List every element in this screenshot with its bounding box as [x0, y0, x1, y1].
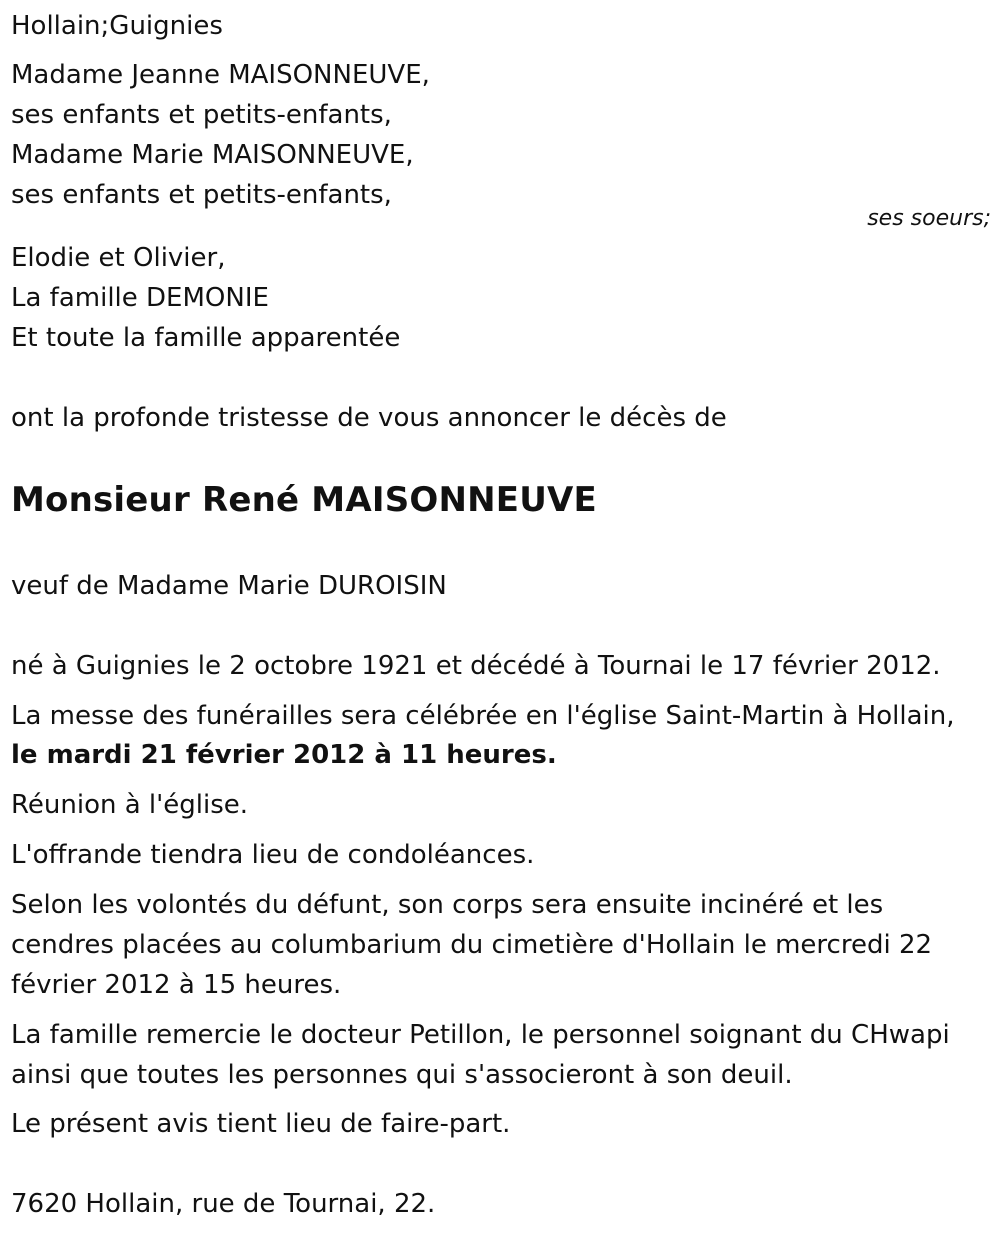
announcement-text: ont la profonde tristesse de vous annoncer le décès de: [11, 403, 727, 433]
family-member-line: ses enfants et petits-enfants,: [11, 180, 392, 210]
sisters-note: ses soeurs;: [867, 206, 991, 231]
notice-role-text: Le présent avis tient lieu de faire-part.: [11, 1109, 511, 1139]
thanks-text-line: La famille remercie le docteur Petillon, le personnel soignant du CHwapi: [11, 1020, 950, 1050]
family-member-line: La famille DEMONIE: [11, 283, 269, 313]
wishes-text-line: février 2012 à 15 heures.: [11, 970, 342, 1000]
widower-of-text: veuf de Madame Marie DUROISIN: [11, 571, 447, 601]
family-member-line: Madame Jeanne MAISONNEUVE,: [11, 60, 430, 90]
family-member-line: ses enfants et petits-enfants,: [11, 100, 392, 130]
address-text: 7620 Hollain, rue de Tournai, 22.: [11, 1189, 436, 1219]
offering-text: L'offrande tiendra lieu de condoléances.: [11, 840, 535, 870]
family-member-line: Madame Marie MAISONNEUVE,: [11, 140, 414, 170]
family-member-line: Elodie et Olivier,: [11, 243, 226, 273]
place-header: Hollain;Guignies: [11, 11, 223, 41]
wishes-text-line: Selon les volontés du défunt, son corps sera ensuite incinéré et les: [11, 890, 884, 920]
meeting-text: Réunion à l'église.: [11, 790, 249, 820]
funeral-mass-datetime: le mardi 21 février 2012 à 11 heures.: [11, 740, 557, 770]
family-member-line: Et toute la famille apparentée: [11, 323, 401, 353]
wishes-text-line: cendres placées au columbarium du cimetière d'Hollain le mercredi 22: [11, 930, 933, 960]
thanks-text-line: ainsi que toutes les personnes qui s'associeront à son deuil.: [11, 1060, 793, 1090]
deceased-name: Monsieur René MAISONNEUVE: [11, 480, 597, 520]
funeral-mass-text: La messe des funérailles sera célébrée en l'église Saint-Martin à Hollain,: [11, 701, 955, 731]
birth-death-text: né à Guignies le 2 octobre 1921 et décédé à Tournai le 17 février 2012.: [11, 651, 941, 681]
